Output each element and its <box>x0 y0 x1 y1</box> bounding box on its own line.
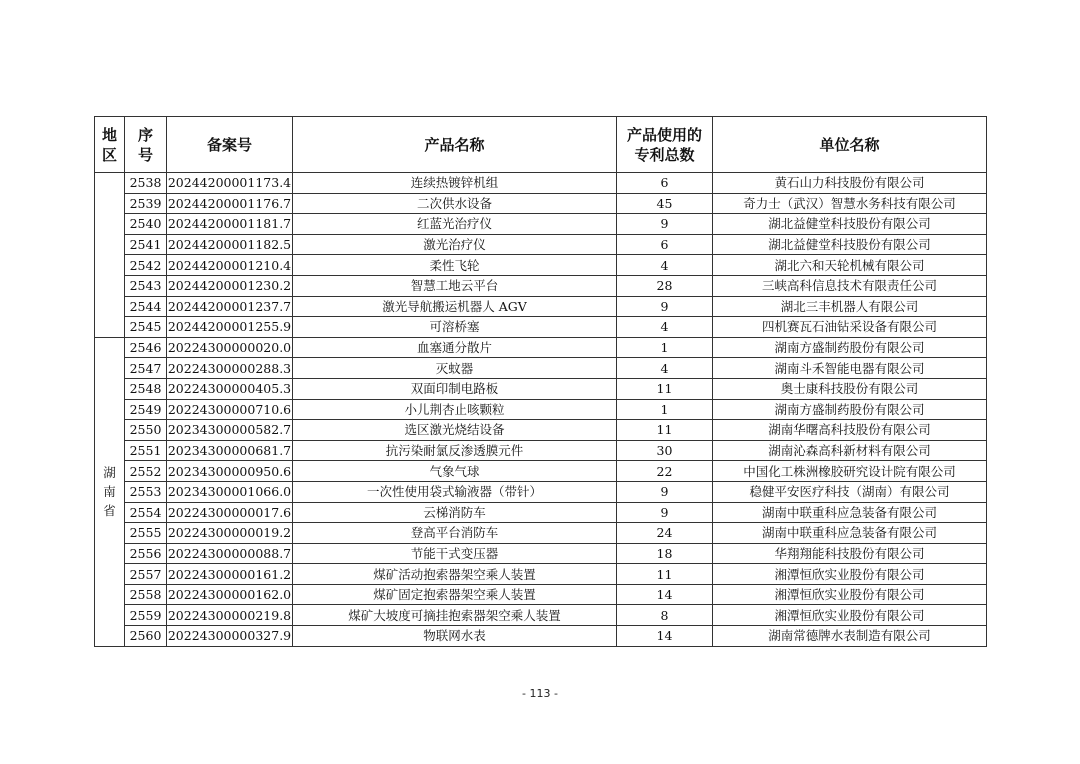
reg-no-cell: 20224300000161.2 <box>167 564 293 585</box>
product-name-cell: 可溶桥塞 <box>293 317 617 338</box>
header-product: 产品名称 <box>293 117 617 173</box>
header-patents: 产品使用的 专利总数 <box>617 117 713 173</box>
seq-cell: 2545 <box>125 317 167 338</box>
unit-name-cell: 四机赛瓦石油钻采设备有限公司 <box>713 317 987 338</box>
table-row <box>95 255 987 276</box>
reg-no-cell: 20234300000681.7 <box>167 440 293 461</box>
unit-name-cell: 湖南方盛制药股份有限公司 <box>713 337 987 358</box>
reg-no-cell: 20244200001230.2 <box>167 275 293 296</box>
table-row <box>95 523 987 544</box>
unit-name-cell: 湖北六和天轮机械有限公司 <box>713 255 987 276</box>
table-row <box>95 173 987 194</box>
patent-count-cell: 24 <box>617 523 713 544</box>
unit-name-cell: 湖南中联重科应急装备有限公司 <box>713 502 987 523</box>
reg-no-cell: 20244200001210.4 <box>167 255 293 276</box>
unit-name-cell: 湖南常德牌水表制造有限公司 <box>713 626 987 647</box>
seq-cell: 2559 <box>125 605 167 626</box>
product-name-cell: 云梯消防车 <box>293 502 617 523</box>
table-row <box>95 358 987 379</box>
patent-count-cell: 11 <box>617 564 713 585</box>
patent-count-cell: 4 <box>617 255 713 276</box>
table-row <box>95 502 987 523</box>
seq-cell: 2544 <box>125 296 167 317</box>
unit-name-cell: 奥士康科技股份有限公司 <box>713 378 987 399</box>
product-name-cell: 红蓝光治疗仪 <box>293 214 617 235</box>
unit-name-cell: 黄石山力科技股份有限公司 <box>713 173 987 194</box>
seq-cell: 2558 <box>125 584 167 605</box>
reg-no-cell: 20244200001237.7 <box>167 296 293 317</box>
unit-name-cell: 湘潭恒欣实业股份有限公司 <box>713 584 987 605</box>
reg-no-cell: 20224300000020.0 <box>167 337 293 358</box>
reg-no-cell: 20224300000088.7 <box>167 543 293 564</box>
unit-name-cell: 湖北益健堂科技股份有限公司 <box>713 234 987 255</box>
product-name-cell: 连续热镀锌机组 <box>293 173 617 194</box>
table-row <box>95 461 987 482</box>
seq-cell: 2542 <box>125 255 167 276</box>
seq-cell: 2560 <box>125 626 167 647</box>
reg-no-cell: 20234300000950.6 <box>167 461 293 482</box>
unit-name-cell: 湖南华曙高科技股份有限公司 <box>713 420 987 441</box>
reg-no-cell: 20244200001181.7 <box>167 214 293 235</box>
table-row <box>95 605 987 626</box>
reg-no-cell: 20224300000710.6 <box>167 399 293 420</box>
reg-no-cell: 20224300000288.3 <box>167 358 293 379</box>
seq-cell: 2556 <box>125 543 167 564</box>
table-row <box>95 564 987 585</box>
seq-cell: 2551 <box>125 440 167 461</box>
reg-no-cell: 20224300000017.6 <box>167 502 293 523</box>
seq-cell: 2539 <box>125 193 167 214</box>
product-name-cell: 血塞通分散片 <box>293 337 617 358</box>
table-row <box>95 317 987 338</box>
table-row <box>95 337 987 358</box>
patent-count-cell: 4 <box>617 358 713 379</box>
registration-table <box>94 116 987 647</box>
patent-count-cell: 11 <box>617 378 713 399</box>
table-row <box>95 543 987 564</box>
unit-name-cell: 奇力士（武汉）智慧水务科技有限公司 <box>713 193 987 214</box>
product-name-cell: 抗污染耐氯反渗透膜元件 <box>293 440 617 461</box>
reg-no-cell: 20224300000405.3 <box>167 378 293 399</box>
unit-name-cell: 湖北三丰机器人有限公司 <box>713 296 987 317</box>
product-name-cell: 激光导航搬运机器人 AGV <box>293 296 617 317</box>
unit-name-cell: 湘潭恒欣实业股份有限公司 <box>713 564 987 585</box>
reg-no-cell: 20234300001066.0 <box>167 481 293 502</box>
product-name-cell: 登高平台消防车 <box>293 523 617 544</box>
reg-no-cell: 20244200001176.7 <box>167 193 293 214</box>
seq-cell: 2554 <box>125 502 167 523</box>
seq-cell: 2540 <box>125 214 167 235</box>
unit-name-cell: 湖南沁森高科新材料有限公司 <box>713 440 987 461</box>
product-name-cell: 柔性飞轮 <box>293 255 617 276</box>
header-reg-no: 备案号 <box>167 117 293 173</box>
table-row <box>95 234 987 255</box>
reg-no-cell: 20244200001182.5 <box>167 234 293 255</box>
reg-no-cell: 20224300000019.2 <box>167 523 293 544</box>
seq-cell: 2541 <box>125 234 167 255</box>
seq-cell: 2538 <box>125 173 167 194</box>
seq-cell: 2549 <box>125 399 167 420</box>
seq-cell: 2548 <box>125 378 167 399</box>
region-cell-hunan: 湖 南 省 <box>95 337 125 646</box>
patent-count-cell: 9 <box>617 481 713 502</box>
unit-name-cell: 湘潭恒欣实业股份有限公司 <box>713 605 987 626</box>
unit-name-cell: 湖北益健堂科技股份有限公司 <box>713 214 987 235</box>
patent-count-cell: 6 <box>617 234 713 255</box>
table-row <box>95 193 987 214</box>
patent-count-cell: 6 <box>617 173 713 194</box>
reg-no-cell: 20244200001255.9 <box>167 317 293 338</box>
header-seq: 序 号 <box>125 117 167 173</box>
page-number: - 113 - <box>522 687 558 700</box>
product-name-cell: 双面印制电路板 <box>293 378 617 399</box>
product-name-cell: 煤矿活动抱索器架空乘人装置 <box>293 564 617 585</box>
product-name-cell: 选区激光烧结设备 <box>293 420 617 441</box>
unit-name-cell: 中国化工株洲橡胶研究设计院有限公司 <box>713 461 987 482</box>
patent-count-cell: 9 <box>617 296 713 317</box>
patent-count-cell: 8 <box>617 605 713 626</box>
product-name-cell: 物联网水表 <box>293 626 617 647</box>
patent-count-cell: 45 <box>617 193 713 214</box>
patent-count-cell: 14 <box>617 626 713 647</box>
product-name-cell: 节能干式变压器 <box>293 543 617 564</box>
patent-count-cell: 28 <box>617 275 713 296</box>
seq-cell: 2552 <box>125 461 167 482</box>
product-name-cell: 煤矿大坡度可摘挂抱索器架空乘人装置 <box>293 605 617 626</box>
table-header-row <box>95 117 987 173</box>
seq-cell: 2543 <box>125 275 167 296</box>
patent-count-cell: 14 <box>617 584 713 605</box>
product-name-cell: 二次供水设备 <box>293 193 617 214</box>
unit-name-cell: 湖南方盛制药股份有限公司 <box>713 399 987 420</box>
seq-cell: 2553 <box>125 481 167 502</box>
seq-cell: 2546 <box>125 337 167 358</box>
table-row <box>95 584 987 605</box>
product-name-cell: 灭蚊器 <box>293 358 617 379</box>
reg-no-cell: 20234300000582.7 <box>167 420 293 441</box>
table-row <box>95 296 987 317</box>
patent-count-cell: 9 <box>617 502 713 523</box>
seq-cell: 2547 <box>125 358 167 379</box>
table-row <box>95 420 987 441</box>
region-cell-hubei <box>95 173 125 338</box>
reg-no-cell: 20224300000327.9 <box>167 626 293 647</box>
patent-count-cell: 1 <box>617 337 713 358</box>
patent-count-cell: 30 <box>617 440 713 461</box>
product-name-cell: 智慧工地云平台 <box>293 275 617 296</box>
unit-name-cell: 湖南中联重科应急装备有限公司 <box>713 523 987 544</box>
table-row <box>95 275 987 296</box>
patent-count-cell: 18 <box>617 543 713 564</box>
patent-count-cell: 22 <box>617 461 713 482</box>
product-name-cell: 煤矿固定抱索器架空乘人装置 <box>293 584 617 605</box>
seq-cell: 2550 <box>125 420 167 441</box>
seq-cell: 2555 <box>125 523 167 544</box>
table-row <box>95 481 987 502</box>
product-name-cell: 小儿荆杏止咳颗粒 <box>293 399 617 420</box>
table-row <box>95 626 987 647</box>
product-name-cell: 一次性使用袋式输液器（带针） <box>293 481 617 502</box>
reg-no-cell: 20244200001173.4 <box>167 173 293 194</box>
patent-count-cell: 1 <box>617 399 713 420</box>
table-row <box>95 440 987 461</box>
reg-no-cell: 20224300000219.8 <box>167 605 293 626</box>
reg-no-cell: 20224300000162.0 <box>167 584 293 605</box>
unit-name-cell: 三峡高科信息技术有限责任公司 <box>713 275 987 296</box>
product-name-cell: 激光治疗仪 <box>293 234 617 255</box>
header-unit: 单位名称 <box>713 117 987 173</box>
unit-name-cell: 稳健平安医疗科技（湖南）有限公司 <box>713 481 987 502</box>
seq-cell: 2557 <box>125 564 167 585</box>
patent-count-cell: 9 <box>617 214 713 235</box>
unit-name-cell: 华翔翔能科技股份有限公司 <box>713 543 987 564</box>
unit-name-cell: 湖南斗禾智能电器有限公司 <box>713 358 987 379</box>
table-row <box>95 214 987 235</box>
table-row <box>95 399 987 420</box>
table-row <box>95 378 987 399</box>
patent-count-cell: 11 <box>617 420 713 441</box>
patent-count-cell: 4 <box>617 317 713 338</box>
product-name-cell: 气象气球 <box>293 461 617 482</box>
header-region: 地 区 <box>95 117 125 173</box>
